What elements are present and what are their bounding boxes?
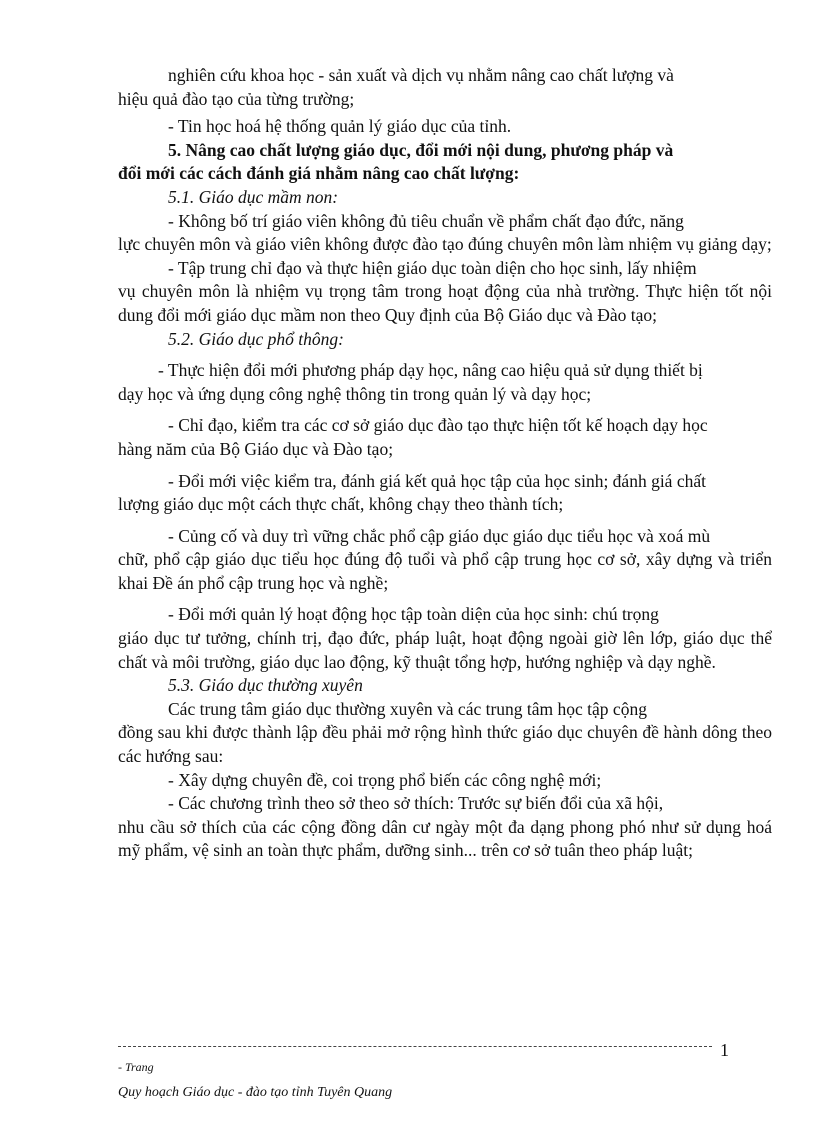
paragraph-5-2-e-cont: [118, 627, 772, 674]
section-5-heading-cont: [118, 162, 772, 186]
paragraph-research-line1: nghiên cứu khoa học - sản xuất và dịch vụ nhằm nâng cao chất lượng và: [168, 65, 674, 85]
paragraph-5-2-b-line1: - Chỉ đạo, kiểm tra các cơ sở giáo dục đào tạo thực hiện tốt kế hoạch dạy học: [168, 415, 708, 436]
paragraph-5-3-a: [168, 698, 772, 722]
paragraph-5-2-d: [168, 525, 772, 549]
paragraph-research-line2: hiệu quả đào tạo của từng trường;: [118, 88, 355, 109]
paragraph-5-3-b-text: - Xây dựng chuyên đề, coi trọng phổ biến các công nghệ mới;: [168, 769, 602, 790]
paragraph-5-2-a-line1: - Thực hiện đổi mới phương pháp dạy học, nâng cao hiệu quả sử dụng thiết bị: [158, 360, 703, 381]
paragraph-5-1-b: [168, 257, 772, 281]
paragraph-5-2-c-line1: - Đổi mới việc kiểm tra, đánh giá kết quả học tập của học sinh; đánh giá chất: [168, 470, 706, 491]
paragraph-it-text: - Tin học hoá hệ thống quản lý giáo dục của tỉnh.: [168, 116, 512, 137]
paragraph-5-1-b-cont: [118, 280, 772, 327]
paragraph-5-3-a-rest: đồng sau khi được thành lập đều phải mở rộng hình thức giáo dục chuyên đề hành dông theo các hướng sau:: [118, 722, 772, 767]
paragraph-5-2-e: [168, 603, 772, 627]
section-5-heading-line2: đổi mới các cách đánh giá nhằm nâng cao chất lượng:: [118, 163, 520, 184]
paragraph-5-2-b-rest: hàng năm của Bộ Giáo dục và Đào tạo;: [118, 438, 394, 459]
paragraph-5-1-a: [168, 210, 772, 234]
paragraph-5-2-a-cont: [118, 383, 772, 407]
paragraph-5-1-a-cont: [118, 233, 772, 257]
paragraph-5-3-c-cont: [118, 816, 772, 863]
paragraph-5-1-b-rest: vụ chuyên môn là nhiệm vụ trọng tâm trong hoạt động của nhà trường. Thực hiện tốt nội dung đổi mới giáo dục mầm non theo Quy định của Bộ Giáo dục và Đào tạo;: [118, 281, 772, 325]
paragraph-5-3-c: [168, 792, 772, 816]
paragraph-5-3-a-cont: [118, 721, 772, 768]
paragraph-research-cont: [118, 88, 772, 112]
paragraph-5-2-b: [168, 414, 772, 438]
subsection-5-3-title: 5.3. Giáo dục thường xuyên: [168, 675, 363, 696]
paragraph-5-2-d-rest: chữ, phổ cập giáo dục tiểu học đúng độ tuổi và phổ cập trung học cơ sở, xây dựng và triển khai Đề án phổ cập trung học và nghề;: [118, 549, 772, 593]
page-body: [118, 64, 772, 863]
paragraph-it: [168, 115, 772, 139]
section-5-heading-line1: 5. Nâng cao chất lượng giáo dục, đổi mới nội dung, phương pháp và: [168, 139, 674, 160]
paragraph-5-3-c-line1: - Các chương trình theo sở theo sở thích: Trước sự biến đổi của xã hội,: [168, 793, 664, 814]
subsection-5-2-title: 5.2. Giáo dục phổ thông:: [168, 328, 344, 349]
footer-document-title: Quy hoạch Giáo dục - đào tạo tỉnh Tuyên Quang: [118, 1085, 393, 1100]
paragraph-5-2-a-rest: dạy học và ứng dụng công nghệ thông tin trong quản lý và dạy học;: [118, 383, 592, 404]
footer-divider: [118, 1046, 712, 1047]
paragraph-5-2-e-line1: - Đổi mới quản lý hoạt động học tập toàn diện của học sinh: chú trọng: [168, 604, 659, 625]
section-5-heading: [168, 139, 772, 163]
paragraph-5-3-a-line1: Các trung tâm giáo dục thường xuyên và các trung tâm học tập cộng: [168, 698, 647, 719]
paragraph-5-1-a-rest: lực chuyên môn và giáo viên không được đào tạo đúng chuyên môn làm nhiệm vụ giảng dạy;: [118, 234, 772, 255]
paragraph-5-2-c: [168, 470, 772, 494]
footer-page-label: - Trang: [118, 1060, 154, 1074]
paragraph-5-2-b-cont: [118, 438, 772, 462]
paragraph-5-2-e-rest: giáo dục tư tưởng, chính trị, đạo đức, pháp luật, hoạt động ngoài giờ lên lớp, giáo dục thể chất và môi trường, giáo dục lao động, kỹ thuật tổng hợp, hướng nghiệp và dạy nghề.: [118, 628, 772, 672]
page-number: 1: [720, 1040, 729, 1060]
paragraph-5-3-c-rest: nhu cầu sở thích của các cộng đồng dân cư ngày một đa dạng phong phó như sử dụng hoá mỹ phẩm, vệ sinh an toàn thực phẩm, dưỡng sinh... trên cơ sở tuân theo pháp luật;: [118, 816, 772, 861]
paragraph-5-1-a-line1: - Không bố trí giáo viên không đủ tiêu chuẩn về phẩm chất đạo đức, năng: [168, 210, 684, 231]
paragraph-5-2-c-cont: [118, 493, 772, 517]
subsection-5-1-title: 5.1. Giáo dục mầm non:: [168, 186, 339, 207]
paragraph-5-2-a: [158, 359, 772, 383]
paragraph-5-1-b-line1: - Tập trung chỉ đạo và thực hiện giáo dục toàn diện cho học sinh, lấy nhiệm: [168, 257, 697, 278]
paragraph-research: [168, 64, 772, 88]
paragraph-5-3-b: [168, 769, 772, 793]
paragraph-5-2-c-rest: lượng giáo dục một cách thực chất, không chạy theo thành tích;: [118, 494, 564, 515]
paragraph-5-2-d-cont: [118, 548, 772, 595]
paragraph-5-2-d-line1: - Củng cố và duy trì vững chắc phổ cập giáo dục giáo dục tiểu học và xoá mù: [168, 525, 711, 546]
